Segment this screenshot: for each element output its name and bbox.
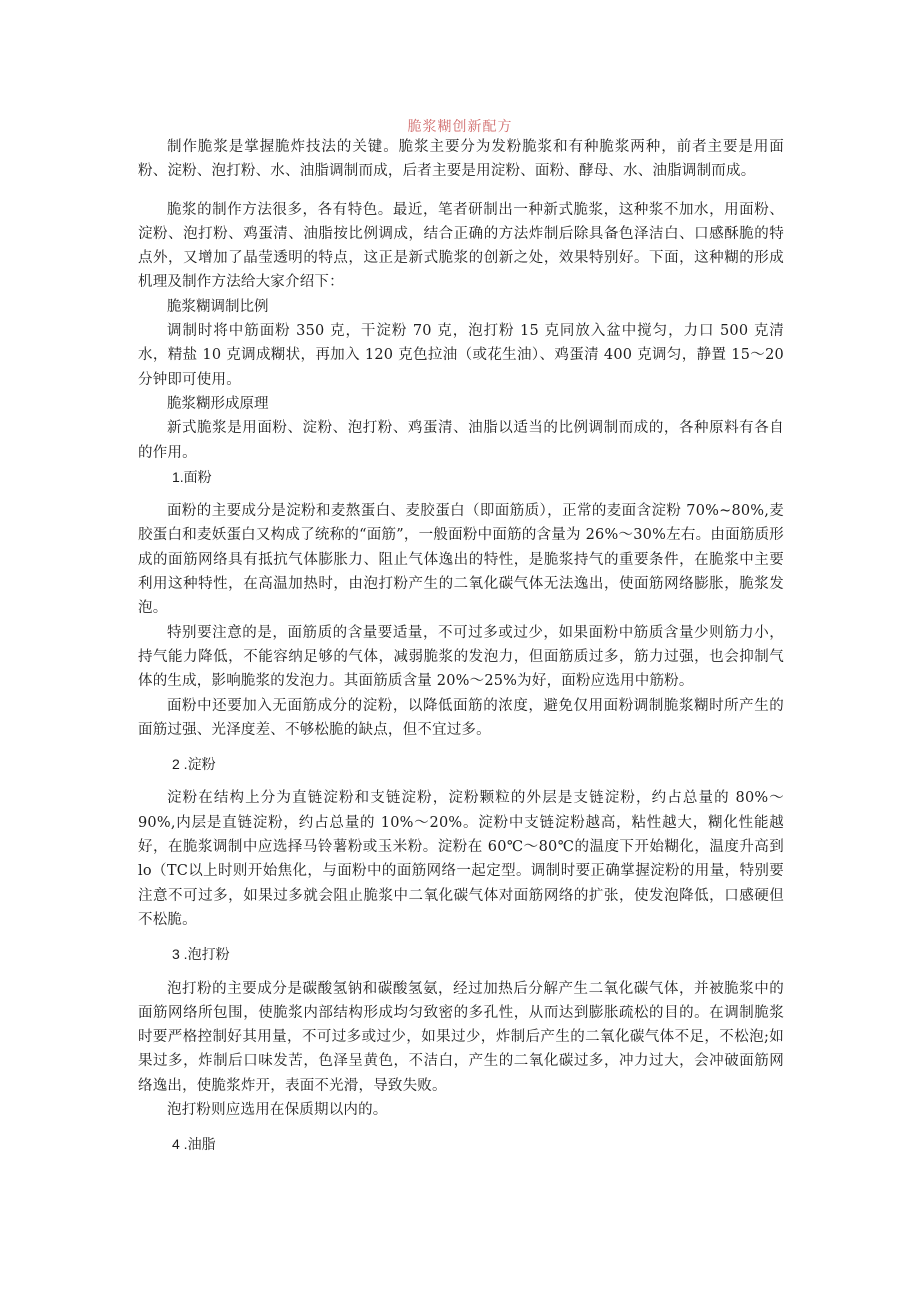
intro-paragraph-1: 制作脆浆是掌握脆炸技法的关键。脆浆主要分为发粉脆浆和有种脆浆两种，前者主要是用面粉、淀粉、泡打粉、水、油脂调制而成，后者主要是用淀粉、面粉、酵母、水、油脂调制而成。 — [138, 139, 784, 180]
intro-paragraph-2: 脆浆的制作方法很多，各有特色。最近，笔者研制出一种新式脆浆，这种浆不加水，用面粉、淀粉、泡打粉、鸡蛋清、油脂按比例调成，结合正确的方法炸制后除具备色泽洁白、口感酥脆的特点外，又增加了晶莹透明的特点，这正是新式脆浆的创新之处，效果特别好。下面，这种糊的形成机理及制作方法给大家介绍下： — [138, 201, 784, 291]
baking-powder-heading: 3 .泡打粉 — [172, 946, 230, 963]
oil-heading: 4 .油脂 — [172, 1136, 216, 1153]
flour-heading: 1.面粉 — [172, 468, 212, 485]
flour-paragraph-3: 面粉中还要加入无面筋成分的淀粉，以降低面筋的浓度，避免仅用面粉调制脆浆糊时所产生的面筋过强、光泽度差、不够松脆的缺点，但不宜过多。 — [138, 697, 784, 738]
starch-paragraph-1: 淀粉在结构上分为直链淀粉和支链淀粉，淀粉颗粒的外层是支链淀粉，约占总量的 80%～90%,内层是直链淀粉，约占总量的 10%～20%。淀粉中支链淀粉越高，粘性越大，糊化性能越好，在脆浆调制中应选择马铃薯粉或玉米粉。淀粉在 60℃～80℃的温度下开始糊化，温度升高到 lo（TC以上时则开始焦化，与面粉中的面筋网络一起定型。调制时要正确掌握淀粉的用量，特别要注意不可过多，如果过多就会阻止脆浆中二氧化碳气体对面筋网络的扩张，使发泡降低，口感硬但不松脆。 — [138, 790, 784, 928]
principle-paragraph: 新式脆浆是用面粉、淀粉、泡打粉、鸡蛋清、油脂以适当的比例调制而成的，各种原料有各自的作用。 — [138, 420, 784, 461]
baking-powder-paragraph-2: 泡打粉则应选用在保质期以内的。 — [167, 1101, 388, 1118]
flour-paragraph-1: 面粉的主要成分是淀粉和麦熬蛋白、麦胶蛋白（即面筋质），正常的麦面含淀粉 70%~80%,麦胶蛋白和麦妖蛋白又构成了统称的“面筋”，一般面粉中面筋的含量为 26%～30%左右。由面筋质形成的面筋网络具有抵抗气体膨胀力、阻止气体逸出的特性，是脆浆持气的重要条件，在脆浆中主要利用这种特性，在高温加热时，由泡打粉产生的二氧化碳气体无法逸出，使面筋网络膨胀，脆浆发泡。 — [138, 503, 784, 617]
ratio-heading: 脆浆糊调制比例 — [167, 298, 269, 315]
ratio-paragraph: 调制时将中筋面粉 350 克，干淀粉 70 克，泡打粉 15 克同放入盆中搅匀，力口 500 克清水，精盐 10 克调成糊状，再加入 120 克色拉油（或花生油）、鸡蛋清 400 克调匀，静置 15～20 分钟即可使用。 — [138, 323, 784, 388]
principle-heading: 脆浆糊形成原理 — [167, 395, 269, 412]
starch-heading: 2 .淀粉 — [172, 756, 216, 773]
baking-powder-paragraph-1: 泡打粉的主要成分是碳酸氢钠和碳酸氢氨，经过加热后分解产生二氧化碳气体，并被脆浆中的面筋网络所包围，使脆浆内部结构形成均匀致密的多孔性，从而达到膨胀疏松的目的。在调制脆浆时要严格控制好其用量，不可过多或过少，如果过少，炸制后产生的二氧化碳气体不足，不松泡;如果过多，炸制后口味发苦，色泽呈黄色，不洁白，产生的二氧化碳过多，冲力过大，会冲破面筋网络逸出，使脆浆炸开，表面不光滑，导致失败。 — [138, 980, 784, 1094]
document-body — [138, 135, 784, 1157]
flour-paragraph-2: 特别要注意的是，面筋质的含量要适量，不可过多或过少，如果面粉中筋质含量少则筋力小，持气能力降低，不能容纳足够的气体，减弱脆浆的发泡力，但面筋质过多，筋力过强，也会抑制气体的生成，影响脆浆的发泡力。其面筋质含量 20%～25%为好，面粉应选用中筋粉。 — [138, 624, 784, 690]
document-title: 脆浆糊创新配方 — [407, 119, 513, 135]
